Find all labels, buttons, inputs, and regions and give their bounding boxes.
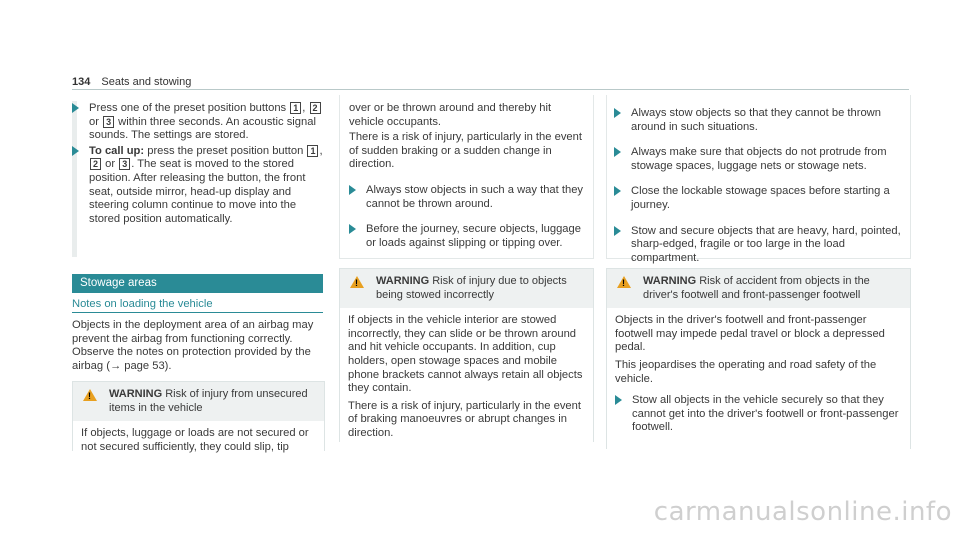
warning-box-stowed	[339, 268, 594, 442]
preset-button-1: 1	[307, 145, 318, 157]
list-item: Before the journey, secure objects, luggage or loads against slipping or tipping over.	[349, 223, 589, 250]
preset-button-3: 3	[119, 158, 130, 170]
watermark: carmanualsonline.info	[653, 497, 952, 527]
bullet-arrow-icon	[614, 186, 621, 196]
bullet-arrow-icon	[614, 226, 621, 236]
preset-button-3: 3	[103, 116, 114, 128]
preset-button-2: 2	[310, 102, 321, 114]
warning-triangle-icon	[350, 276, 364, 288]
step-call-up: To call up: press the preset position button 1 , 2 or 3 . The seat is moved to the stored position. After releasing the button, the front seat, outside mirror, head-up display and steering column continue to move into the stored position automatically.	[72, 145, 323, 227]
column-1	[72, 102, 323, 230]
bullet-arrow-icon	[349, 224, 356, 234]
preset-button-1: 1	[290, 102, 301, 114]
bullet-arrow-icon	[614, 108, 621, 118]
list-item: Close the lockable stowage spaces before starting a journey.	[614, 185, 904, 212]
page-ref-arrow-icon: →	[109, 359, 122, 372]
bullet-arrow-icon	[614, 147, 621, 157]
warning-body: If objects, luggage or loads are not secured or not secured sufficiently, they could slip, tip	[81, 427, 309, 453]
page-header	[72, 76, 191, 88]
warning-header: ! WARNING Risk of injury due to objects being stowed incorrectly	[340, 269, 593, 308]
column-2	[349, 102, 589, 254]
warning-triangle-icon	[83, 389, 97, 401]
subsection-title: Notes on loading the vehicle	[72, 298, 323, 313]
column-3	[614, 107, 904, 269]
warning-box-footwell	[606, 268, 911, 449]
warning-header: ! WARNING Risk of injury from unsecured items in the vehicle	[73, 382, 324, 421]
list-item: Always stow objects so that they cannot be thrown around in such situations.	[614, 107, 904, 134]
header-divider	[72, 89, 909, 90]
step-arrow-icon	[72, 103, 79, 113]
warning-box-unsecured	[72, 381, 325, 451]
step-preset: Press one of the preset position buttons 1 , 2 or 3 within three seconds. An acoustic signal sounds. The settings are stored.	[72, 102, 323, 143]
warning-triangle-icon	[617, 276, 631, 288]
page-header-title: Seats and stowing	[101, 76, 192, 88]
list-item: Stow and secure objects that are heavy, hard, pointed, sharp-edged, fragile or too large in the load compartment.	[614, 225, 904, 266]
preset-button-2: 2	[90, 158, 101, 170]
step-arrow-icon	[72, 146, 79, 156]
page-number: 134	[72, 76, 91, 88]
warning-body: If objects in the vehicle interior are stowed incorrectly, they can slide or be thrown around and hit vehicle occupants. In addition, cup holders, open stowage spaces and mobile phone brackets cannot always retain all objects they contain. There is a risk of injury, particularly in the event of braking manoeuvres or abrupt changes in direction.	[348, 314, 583, 439]
warning-continuation: over or be thrown around and thereby hit vehicle occupants.	[349, 102, 552, 128]
section-title: Stowage areas	[72, 274, 323, 293]
list-item: Always stow objects in such a way that they cannot be thrown around.	[349, 184, 589, 211]
bullet-arrow-icon	[615, 395, 622, 405]
intro-paragraph: Objects in the deployment area of an airbag may prevent the airbag from functioning correctly. Observe the notes on protection provided by the airbag (→ page 53).	[72, 319, 314, 372]
warning-header: ! WARNING Risk of accident from objects in the driver's footwell and front-passenger footwell	[607, 269, 910, 308]
risk-paragraph: There is a risk of injury, particularly in the event of sudden braking or a sudden change in direction.	[349, 131, 582, 171]
list-item: Always make sure that objects do not protrude from stowage spaces, luggage nets or stowage nets.	[614, 146, 904, 173]
list-item: Stow all objects in the vehicle securely so that they cannot get into the driver's footwell or front-passenger footwell.	[615, 394, 902, 435]
bullet-arrow-icon	[349, 185, 356, 195]
warning-body: Objects in the driver's footwell and front-passenger footwell may impede pedal travel or block a depressed pedal. This jeopardises the operating and road safety of the vehicle. Stow all objects in the vehicle securely so that they cannot get into the driver's footwell or front-passenger footwell.	[607, 308, 910, 445]
